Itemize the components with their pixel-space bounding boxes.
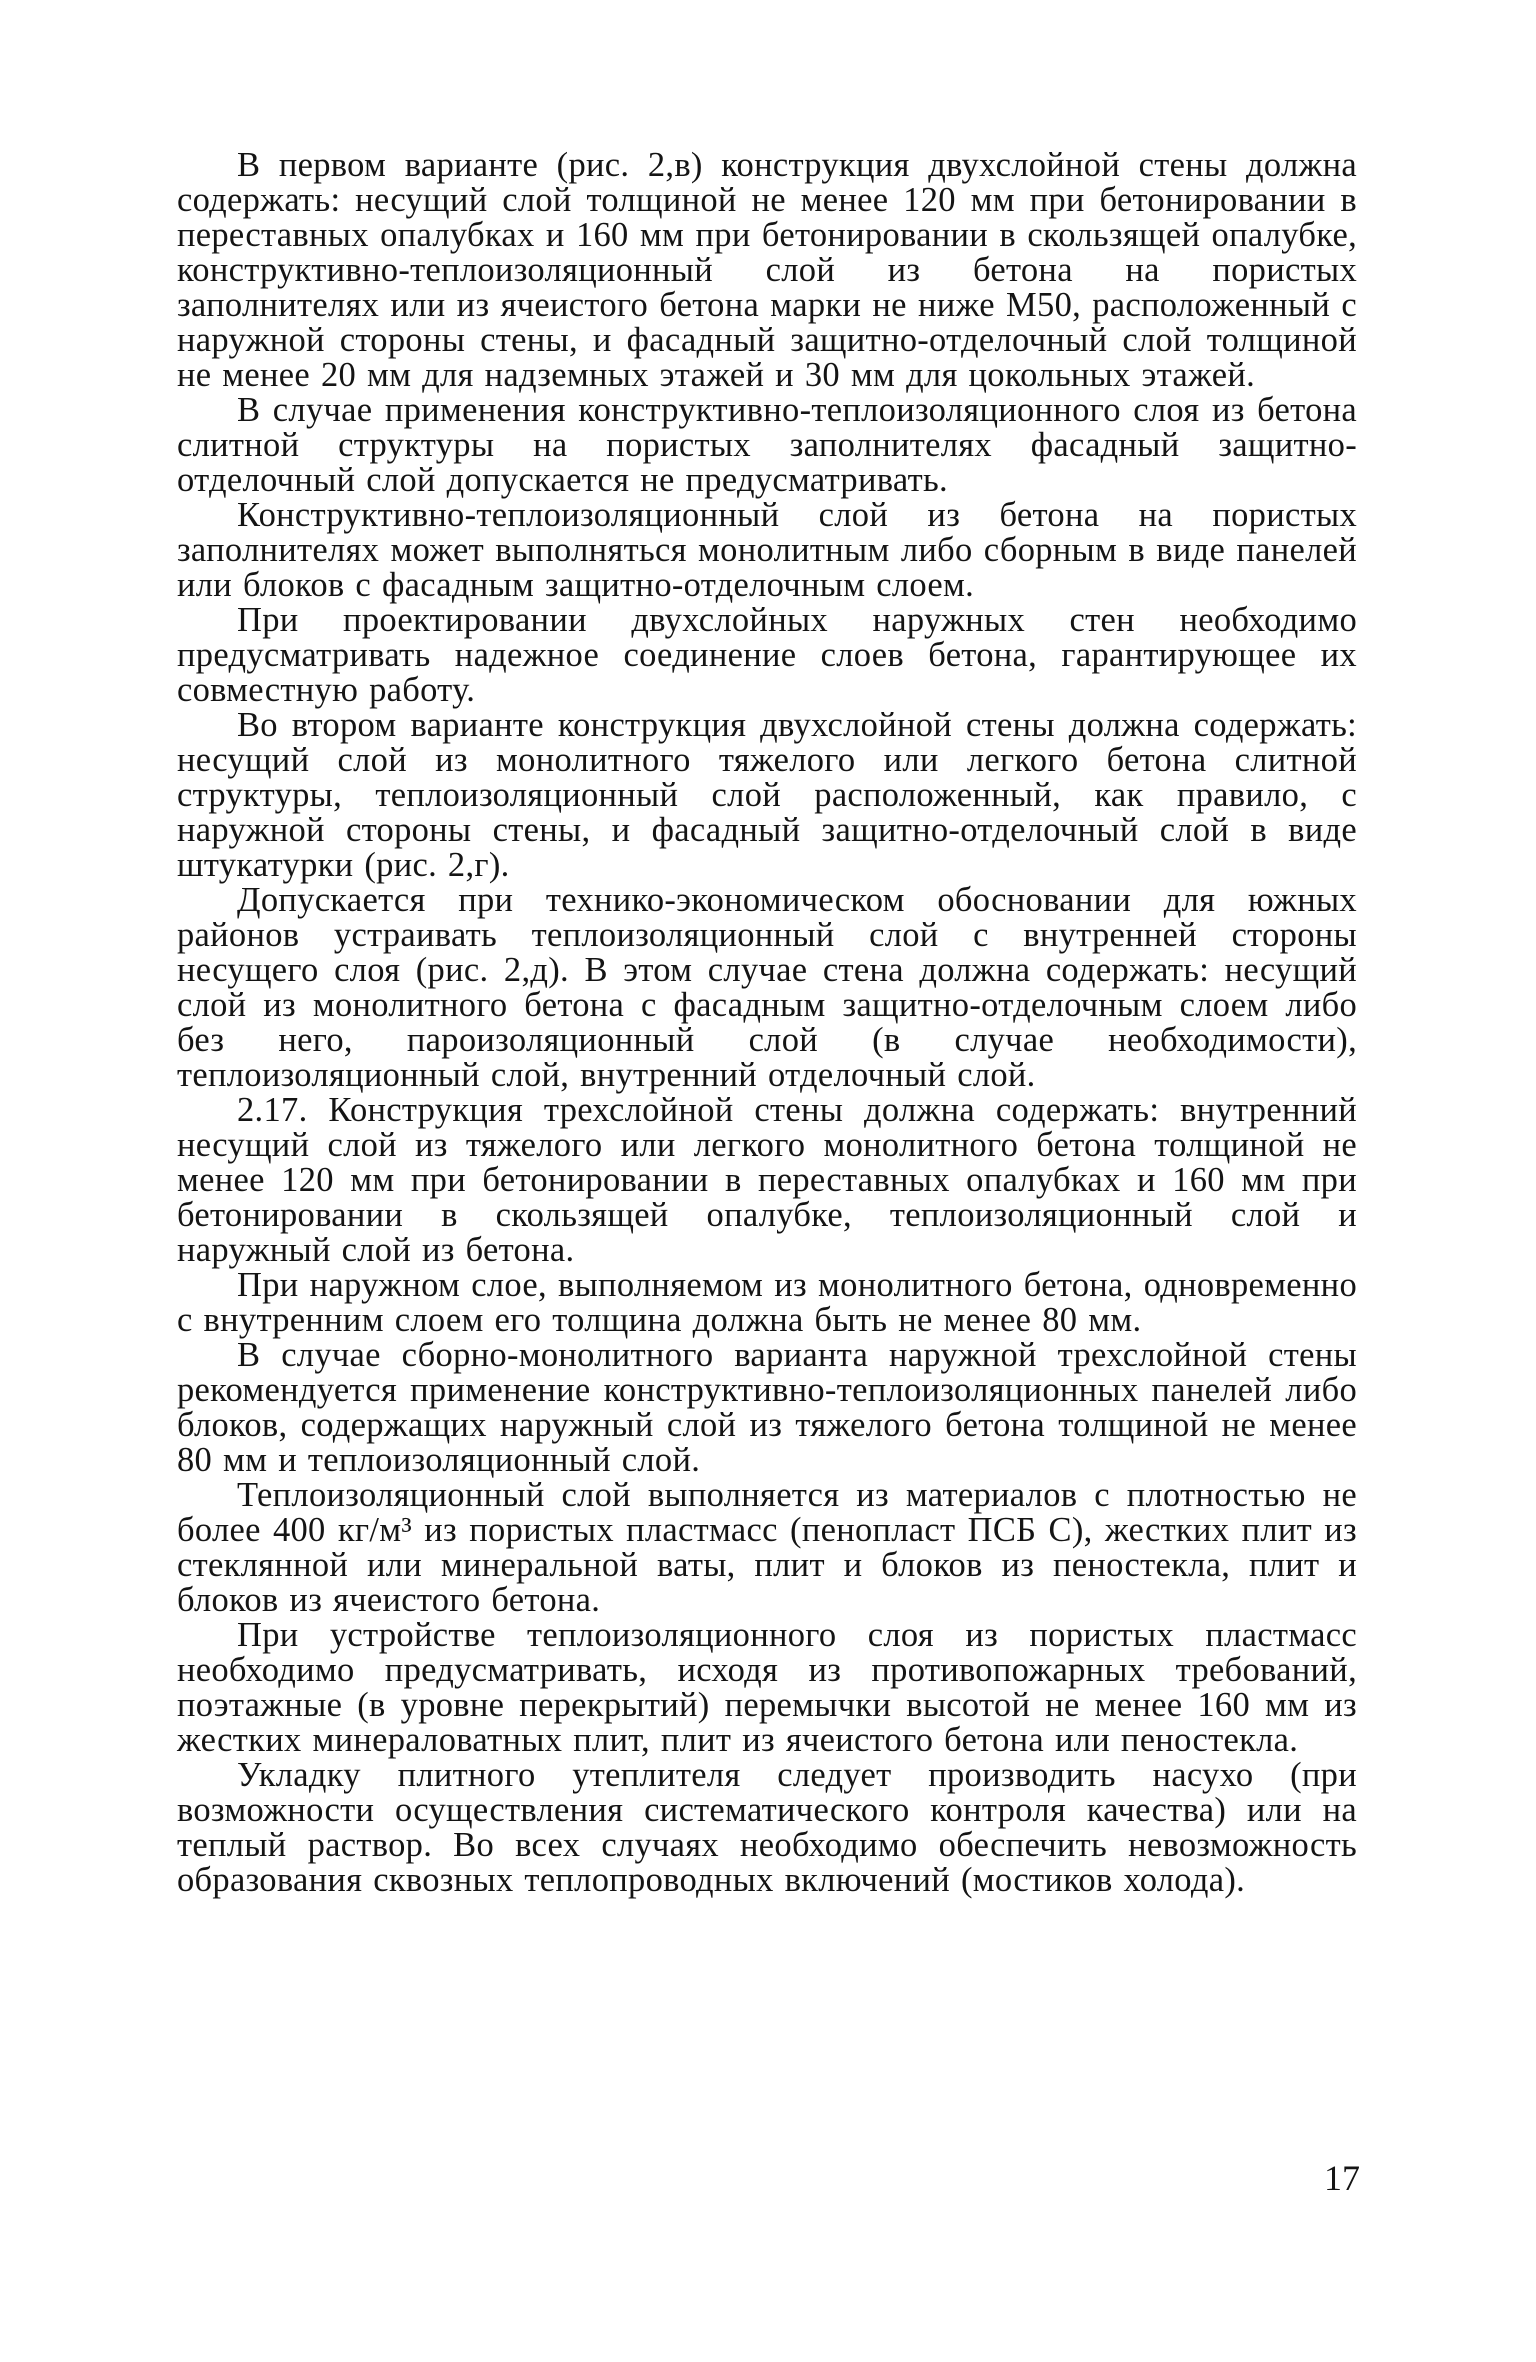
body-text (177, 148, 1357, 1898)
paragraph-continuous-structure: В случае применения конструктивно-теплоизоляционного слоя из бетона слитной структуры на пористых заполнителях фасадный защитно-отделочный слой допускается не предусматривать. (177, 391, 1357, 499)
paragraph-insulation-materials: Теплоизоляционный слой выполняется из материалов с плотностью не более 400 кг/м³ из пористых пластмасс (пенопласт ПСБ С), жестких плит из стеклянной или минеральной ваты, плит и блоков из пеностекла, плит и блоков из ячеистого бетона. (177, 1476, 1357, 1619)
paragraph-second-variant: Во втором варианте конструкция двухслойной стены должна содержать: несущий слой из монолитного тяжелого или легкого бетона слитной структуры, теплоизоляционный слой расположенный, как правило, с наружной стороны стены, и фасадный защитно-отделочный слой в виде штукатурки (рис. 2,г). (177, 706, 1357, 884)
paragraph-insulation-installation: Укладку плитного утеплителя следует производить насухо (при возможности осуществления систематического контроля качества) или на теплый раствор. Во всех случаях необходимо обеспечить невозможность образования сквозных теплопроводных включений (мостиков холода). (177, 1756, 1357, 1899)
page-number: 17 (1324, 2158, 1360, 2198)
paragraph-fire-barriers: При устройстве теплоизоляционного слоя из пористых пластмасс необходимо предусматривать, исходя из противопожарных требований, поэтажные (в уровне перекрытий) перемычки высотой не менее 160 мм из жестких минераловатных плит, плит из ячеистого бетона или пеностекла. (177, 1616, 1357, 1759)
paragraph-section-2-17: 2.17. Конструкция трехслойной стены должна содержать: внутренний несущий слой из тяжелого или легкого монолитного бетона толщиной не менее 120 мм при бетонировании в переставных опалубках и 160 мм при бетонировании в скользящей опалубке, теплоизоляционный слой и наружный слой из бетона. (177, 1091, 1357, 1269)
paragraph-precast-monolithic: В случае сборно-монолитного варианта наружной трехслойной стены рекомендуется применение конструктивно-теплоизоляционных панелей либо блоков, содержащих наружный слой из тяжелого бетона толщиной не менее 80 мм и теплоизоляционный слой. (177, 1336, 1357, 1479)
paragraph-southern-regions: Допускается при технико-экономическом обосновании для южных районов устраивать теплоизоляционный слой с внутренней стороны несущего слоя (рис. 2,д). В этом случае стена должна содержать: несущий слой из монолитного бетона с фасадным защитно-отделочным слоем либо без него, пароизоляционный слой (в случае необходимости), теплоизоляционный слой, внутренний отделочный слой. (177, 881, 1357, 1094)
paragraph-outer-layer-thickness: При наружном слое, выполняемом из монолитного бетона, одновременно с внутренним слоем его толщина должна быть не менее 80 мм. (177, 1266, 1357, 1339)
paragraph-layer-connection: При проектировании двухслойных наружных стен необходимо предусматривать надежное соединение слоев бетона, гарантирующее их совместную работу. (177, 601, 1357, 709)
paragraph-structural-insulating-layer: Конструктивно-теплоизоляционный слой из бетона на пористых заполнителях может выполняться монолитным либо сборным в виде панелей или блоков с фасадным защитно-отделочным слоем. (177, 496, 1357, 604)
paragraph-first-variant: В первом варианте (рис. 2,в) конструкция двухслойной стены должна содержать: несущий слой толщиной не менее 120 мм при бетонировании в переставных опалубках и 160 мм при бетонировании в скользящей опалубке, конструктивно-теплоизоляционный слой из бетона на пористых заполнителях или из ячеистого бетона марки не ниже М50, расположенный с наружной стороны стены, и фасадный защитно-отделочный слой толщиной не менее 20 мм для надземных этажей и 30 мм для цокольных этажей. (177, 146, 1357, 394)
